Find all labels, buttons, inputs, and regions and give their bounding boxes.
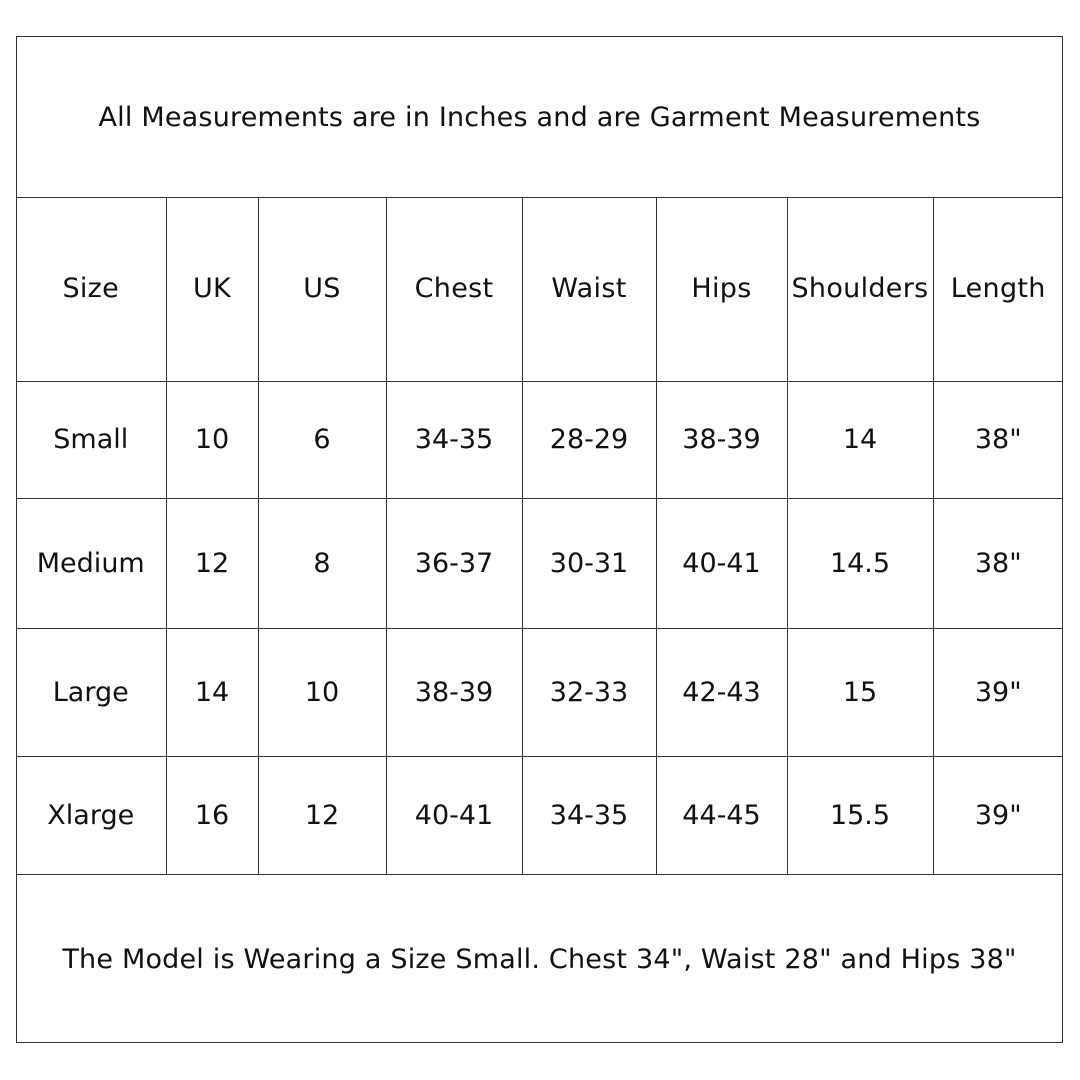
- table-row: [16, 756, 1063, 874]
- table-cell: 44-45: [656, 756, 787, 874]
- column-header: UK: [166, 197, 258, 381]
- table-cell: 6: [258, 381, 386, 498]
- table-row: [16, 498, 1063, 628]
- table-cell: 39": [933, 628, 1063, 756]
- column-header: Hips: [656, 197, 787, 381]
- table-cell: 16: [166, 756, 258, 874]
- measurement-note: All Measurements are in Inches and are Garment Measurements: [17, 37, 1062, 198]
- table-cell: 14: [166, 628, 258, 756]
- table-row: [16, 628, 1063, 756]
- table-cell: 28-29: [522, 381, 656, 498]
- table-cell: 14.5: [787, 498, 933, 628]
- table-cell: 8: [258, 498, 386, 628]
- table-cell: 39": [933, 756, 1063, 874]
- table-cell: 15.5: [787, 756, 933, 874]
- table-cell: 10: [258, 628, 386, 756]
- column-header: Chest: [386, 197, 522, 381]
- table-header-row: [16, 197, 1063, 381]
- table-cell: 42-43: [656, 628, 787, 756]
- column-header: Length: [933, 197, 1063, 381]
- table-row: [16, 381, 1063, 498]
- table-cell: Xlarge: [16, 756, 166, 874]
- table-cell: 30-31: [522, 498, 656, 628]
- column-header: Shoulders: [787, 197, 933, 381]
- table-cell: 10: [166, 381, 258, 498]
- table-cell: 38-39: [656, 381, 787, 498]
- table-cell: 12: [258, 756, 386, 874]
- column-header: Size: [16, 197, 166, 381]
- table-cell: 38": [933, 381, 1063, 498]
- table-cell: Large: [16, 628, 166, 756]
- table-cell: Small: [16, 381, 166, 498]
- table-cell: 34-35: [522, 756, 656, 874]
- column-header: Waist: [522, 197, 656, 381]
- table-cell: 36-37: [386, 498, 522, 628]
- column-header: US: [258, 197, 386, 381]
- table-cell: 38-39: [386, 628, 522, 756]
- table-cell: Medium: [16, 498, 166, 628]
- size-chart: [16, 36, 1063, 1043]
- table-cell: 34-35: [386, 381, 522, 498]
- table-cell: 14: [787, 381, 933, 498]
- table-cell: 40-41: [386, 756, 522, 874]
- model-size-note: The Model is Wearing a Size Small. Chest 34", Waist 28" and Hips 38": [17, 874, 1062, 1044]
- table-cell: 12: [166, 498, 258, 628]
- table-cell: 32-33: [522, 628, 656, 756]
- table-cell: 38": [933, 498, 1063, 628]
- table-cell: 15: [787, 628, 933, 756]
- table-cell: 40-41: [656, 498, 787, 628]
- size-table: [16, 197, 1063, 874]
